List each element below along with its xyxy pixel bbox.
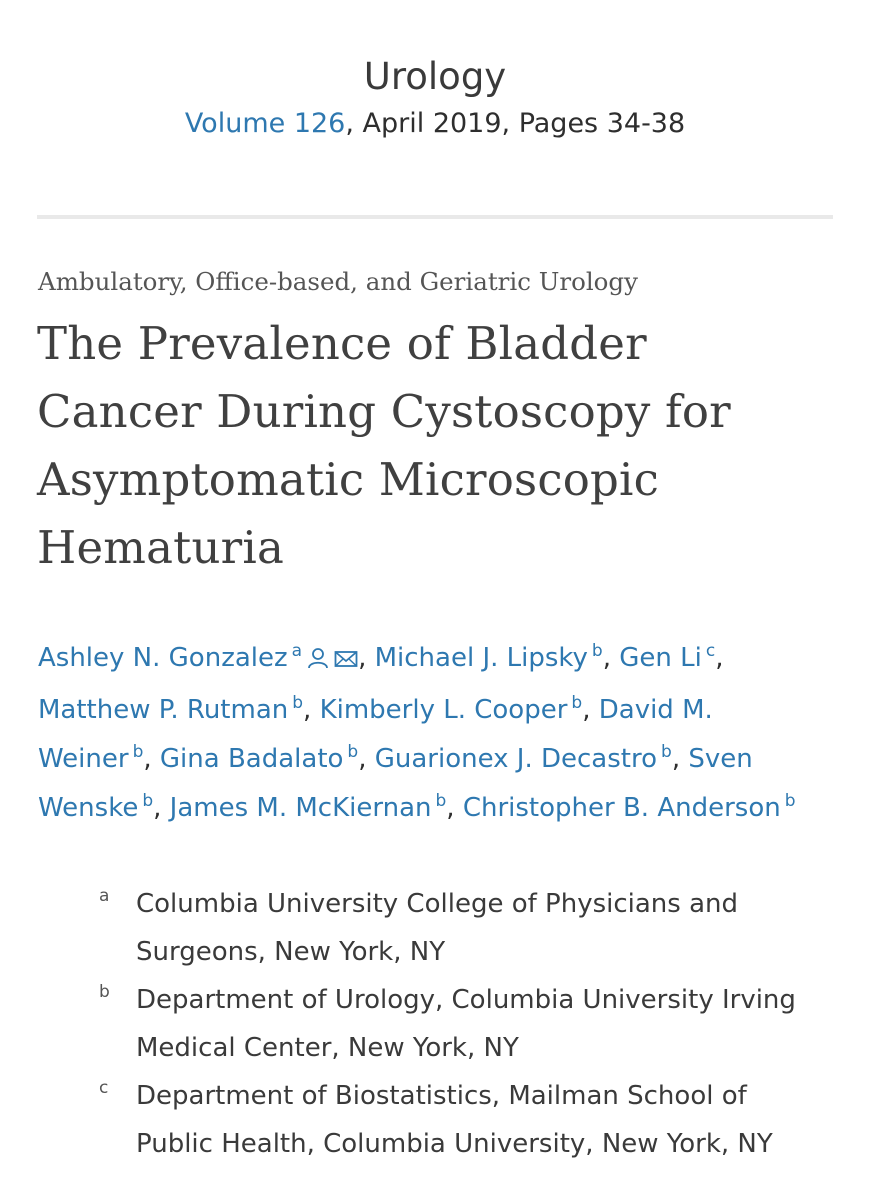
affiliation-marker[interactable]: b xyxy=(292,693,304,713)
author-link[interactable]: Ashley N. Gonzalez xyxy=(38,643,288,673)
affiliation-text: Columbia University College of Physicians and Surgeons, New York, NY xyxy=(136,889,738,967)
affiliation-marker[interactable]: c xyxy=(705,641,716,661)
affiliation-text: Department of Urology, Columbia University Irving Medical Center, New York, NY xyxy=(136,985,796,1063)
affiliation-marker[interactable]: b xyxy=(661,742,672,762)
author-link[interactable]: David M. xyxy=(598,695,713,725)
affiliation-label: c xyxy=(99,1078,109,1098)
issue-details: , April 2019, Pages 34-38 xyxy=(345,108,686,139)
author-line: Matthew P. Rutman $^b$, Kimberly L. Cooper $^b$, David M. xyxy=(38,693,713,725)
author-link[interactable]: Gina Badalato xyxy=(159,744,344,774)
article-title xyxy=(37,310,837,582)
author-link[interactable]: James M. McKiernan xyxy=(169,793,432,823)
author-list xyxy=(38,634,838,833)
affiliation-list xyxy=(0,880,870,1168)
affiliation-text: Department of Biostatistics, Mailman School of Public Health, Columbia University, New York, NY xyxy=(136,1081,773,1159)
author-link[interactable]: Christopher B. Anderson xyxy=(462,793,781,823)
affiliation-marker[interactable]: b xyxy=(571,693,583,713)
author-link[interactable]: Kimberly L. Cooper xyxy=(319,695,568,725)
article-title-line: Asymptomatic Microscopic xyxy=(37,453,660,506)
affiliation-item xyxy=(0,976,870,1072)
article-title-line: Hematuria xyxy=(37,521,284,574)
envelope-icon[interactable] xyxy=(334,637,358,686)
article-section: Ambulatory, Office-based, and Geriatric Urology xyxy=(38,267,638,296)
affiliation-marker[interactable]: b xyxy=(347,742,359,762)
affiliation-marker[interactable]: a xyxy=(291,641,303,661)
affiliation-marker[interactable]: b xyxy=(784,791,796,811)
affiliation-marker[interactable]: b xyxy=(132,742,144,762)
affiliation-marker[interactable]: b xyxy=(591,641,603,661)
author-link[interactable]: Gen Li xyxy=(619,643,702,673)
journal-issue-info xyxy=(0,104,870,144)
author-link[interactable]: Wenske xyxy=(38,793,139,823)
affiliation-marker[interactable]: b xyxy=(142,791,154,811)
author-link[interactable]: Michael J. Lipsky xyxy=(374,643,588,673)
affiliation-marker[interactable]: b xyxy=(435,791,447,811)
author-link[interactable]: Sven xyxy=(688,744,753,774)
affiliation-label: b xyxy=(99,982,110,1002)
author-line: Ashley N. Gonzalez $^a$ , Michael J. Lipsky $^b$, Gen Li $^c$, xyxy=(38,634,838,686)
affiliation-item xyxy=(0,880,870,976)
affiliation-item xyxy=(0,1072,870,1168)
volume-link[interactable]: Volume 126 xyxy=(184,108,346,139)
author-link[interactable]: Guarionex J. Decastro xyxy=(374,744,658,774)
author-link[interactable]: Matthew P. Rutman xyxy=(38,695,289,725)
journal-title[interactable]: Urology xyxy=(363,55,507,98)
article-title-line: Cancer During Cystoscopy for xyxy=(37,385,731,438)
header-divider xyxy=(37,215,833,219)
author-line: Weiner $^b$, Gina Badalato $^b$, Guarionex J. Decastro $^b$, Sven xyxy=(38,742,753,774)
journal-header xyxy=(0,52,870,144)
person-icon[interactable] xyxy=(307,637,329,686)
article-title-line: The Prevalence of Bladder xyxy=(37,317,647,370)
author-link[interactable]: Weiner xyxy=(38,744,129,774)
affiliation-label: a xyxy=(99,886,110,906)
author-line: Wenske $^b$, James M. McKiernan $^b$, Christopher B. Anderson $^b$ xyxy=(38,791,796,823)
